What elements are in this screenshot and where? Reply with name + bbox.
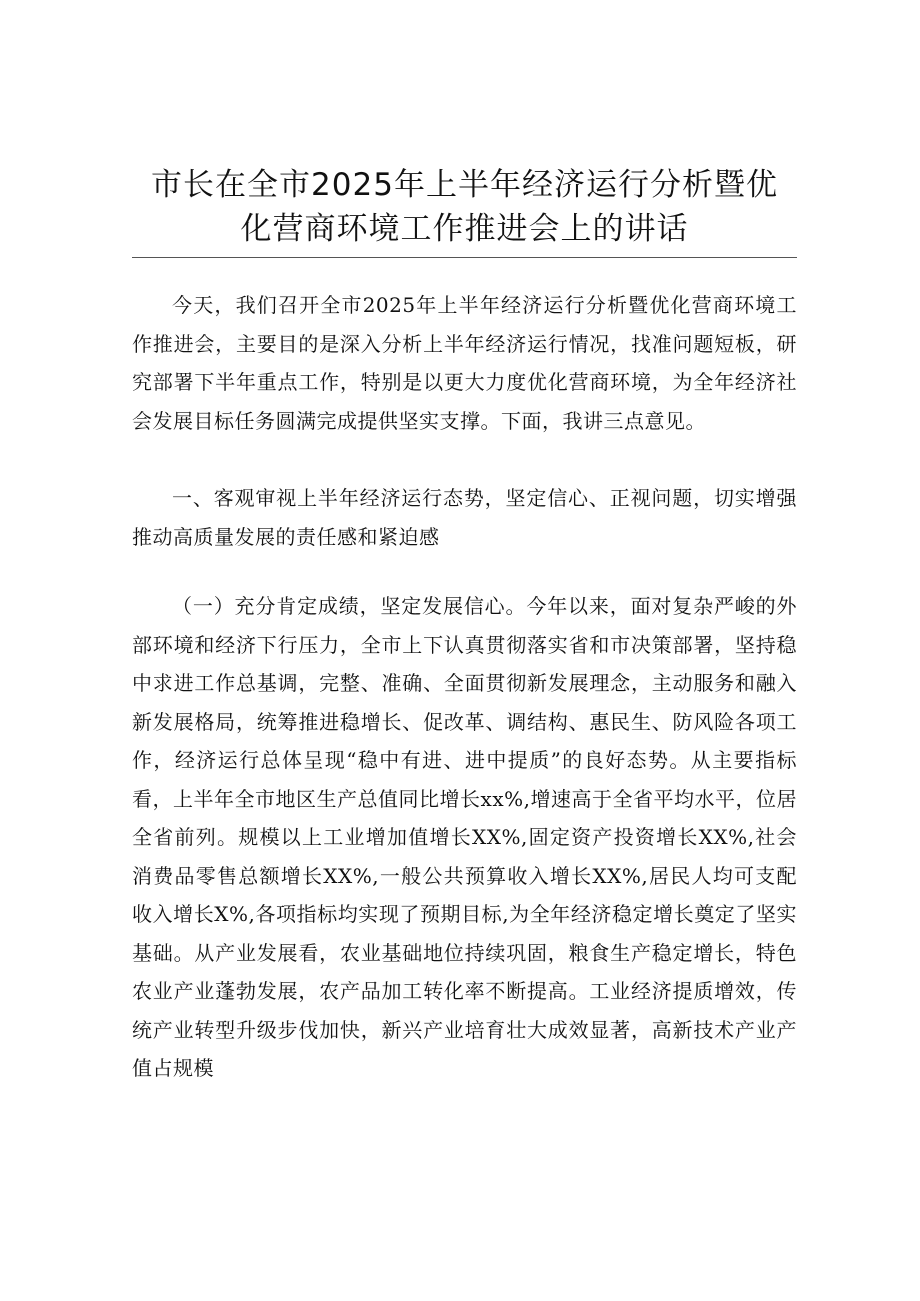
title-line-2: 化营商环境工作推进会上的讲话 <box>240 211 689 247</box>
section-heading-1: 一、客观审视上半年经济运行态势，坚定信心、正视问题，切实增强推动高质量发展的责任感和紧迫感 <box>132 486 797 549</box>
opening-paragraph: 今天，我们召开全市2025年上半年经济运行分析暨优化营商环境工作推进会，主要目的是深入分析上半年经济运行情况，找准问题短板，研究部署下半年重点工作，特别是以更大力度优化营商环境，为全年经济社会发展目标任务圆满完成提供坚实支撑。下面，我讲三点意见。 <box>132 293 797 433</box>
document-title <box>132 163 797 251</box>
title-divider <box>132 257 797 258</box>
subsection-paragraph-1: （一）充分肯定成绩，坚定发展信心。今年以来，面对复杂严峻的外部环境和经济下行压力，全市上下认真贯彻落实省和市决策部署，坚持稳中求进工作总基调，完整、准确、全面贯彻新发展理念，主动服务和融入新发展格局，统筹推进稳增长、促改革、调结构、惠民生、防风险各项工作，经济运行总体呈现“稳中有进、进中提质”的良好态势。从主要指标看，上半年全市地区生产总值同比增长xx%,增速高于全省平均水平，位居全省前列。规模以上工业增加值增长XX%,固定资产投资增长XX%,社会消费品零售总额增长XX%,一般公共预算收入增长XX%,居民人均可支配收入增长X%,各项指标均实现了预期目标,为全年经济稳定增长奠定了坚实基础。从产业发展看，农业基础地位持续巩固，粮食生产稳定增长，特色农业产业蓬勃发展，农产品加工转化率不断提高。工业经济提质增效，传统产业转型升级步伐加快，新兴产业培育壮大成效显著，高新技术产业产值占规模 <box>132 594 797 1080</box>
title-line-1: 市长在全市2025年上半年经济运行分析暨优 <box>151 167 778 203</box>
